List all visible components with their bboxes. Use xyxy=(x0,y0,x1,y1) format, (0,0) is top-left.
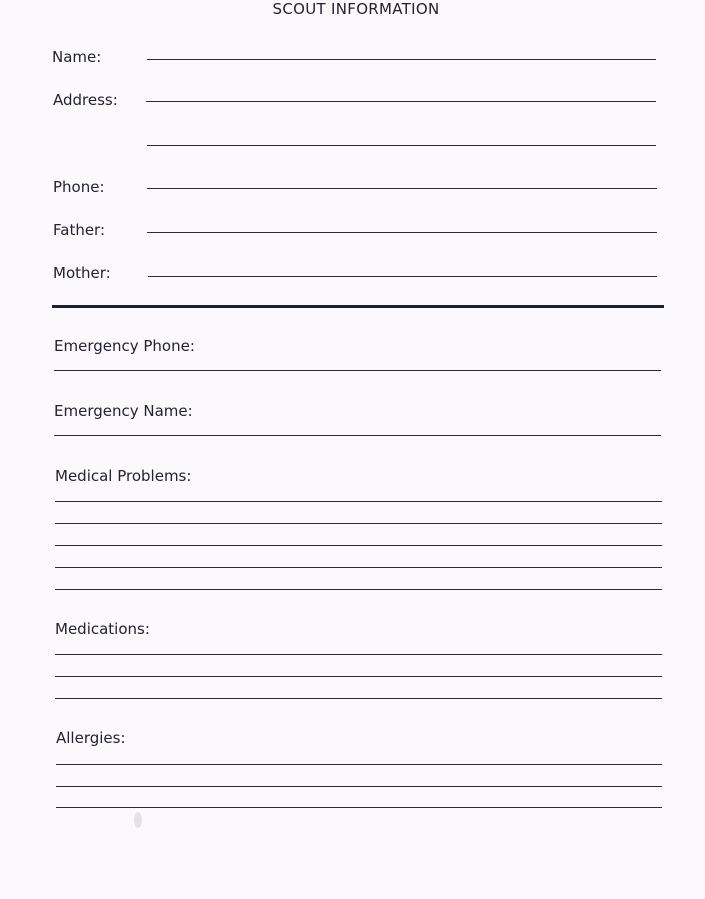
emergency-phone-label: Emergency Phone: xyxy=(54,337,195,355)
medical-problems-line-4[interactable] xyxy=(55,567,662,568)
name-line[interactable] xyxy=(147,59,656,60)
medical-problems-label: Medical Problems: xyxy=(55,467,192,485)
phone-label: Phone: xyxy=(53,178,105,196)
medical-problems-line-2[interactable] xyxy=(55,523,662,524)
mother-line[interactable] xyxy=(148,276,657,277)
mother-label: Mother: xyxy=(53,264,111,282)
phone-line[interactable] xyxy=(147,188,657,189)
allergies-line-1[interactable] xyxy=(56,764,662,765)
medical-problems-line-3[interactable] xyxy=(55,545,662,546)
medications-line-3[interactable] xyxy=(55,698,662,699)
name-label: Name: xyxy=(52,48,102,66)
emergency-phone-line[interactable] xyxy=(54,370,661,371)
emergency-name-line[interactable] xyxy=(54,435,661,436)
address-label: Address: xyxy=(53,91,118,109)
allergies-line-3[interactable] xyxy=(56,807,662,808)
emergency-name-label: Emergency Name: xyxy=(54,402,193,420)
father-label: Father: xyxy=(53,221,106,239)
medications-line-1[interactable] xyxy=(55,654,662,655)
paper-smudge xyxy=(134,812,142,828)
father-line[interactable] xyxy=(147,232,657,233)
form-title: SCOUT INFORMATION xyxy=(272,0,440,18)
medications-line-2[interactable] xyxy=(55,676,662,677)
medical-problems-line-5[interactable] xyxy=(55,589,662,590)
medical-problems-line-1[interactable] xyxy=(55,501,662,502)
address-line-2[interactable] xyxy=(147,145,656,146)
medications-label: Medications: xyxy=(55,620,150,638)
address-line-1[interactable] xyxy=(146,101,656,102)
allergies-line-2[interactable] xyxy=(56,786,662,787)
section-divider xyxy=(52,305,664,308)
allergies-label: Allergies: xyxy=(56,729,126,747)
